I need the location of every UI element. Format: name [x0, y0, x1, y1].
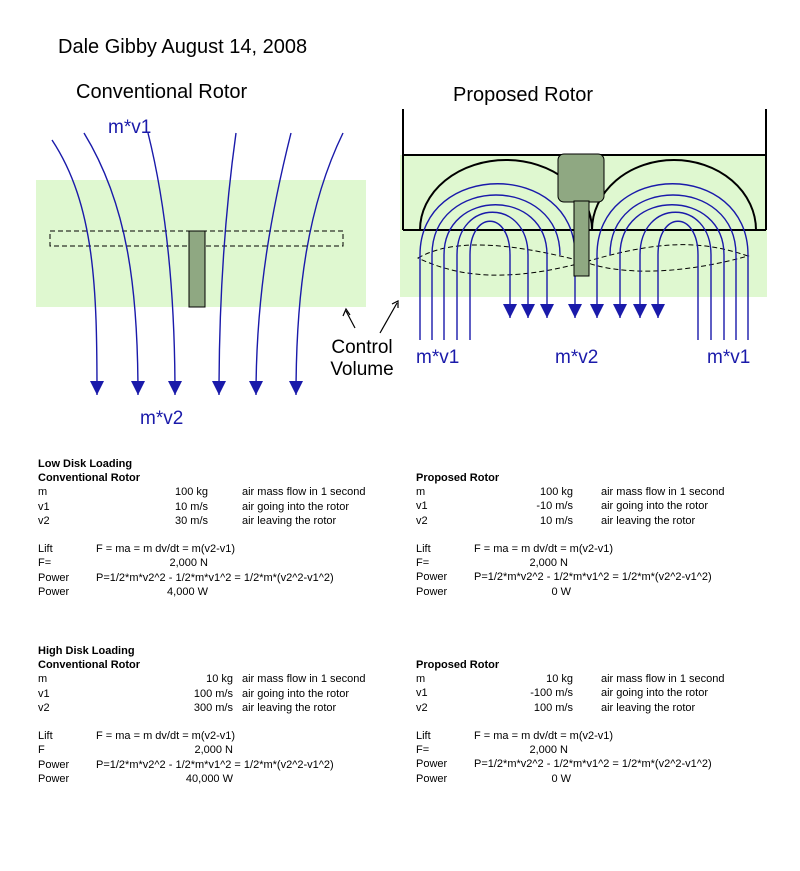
low-conv-heading: Conventional Rotor — [38, 472, 141, 485]
high-proposed-table — [416, 658, 776, 786]
power-label: Power — [38, 585, 70, 598]
table-row — [38, 687, 398, 701]
table-row — [416, 686, 776, 700]
table-row — [416, 743, 776, 757]
row-value: 300 m/s — [193, 701, 233, 714]
table-row — [416, 499, 776, 513]
table-row — [416, 729, 776, 743]
row-label: m — [416, 673, 426, 686]
prop-outflow-label: m*v2 — [555, 347, 599, 368]
force-label: F= — [416, 744, 430, 757]
power-label: Power — [38, 571, 70, 584]
table-row — [38, 485, 398, 499]
table-row — [38, 571, 398, 585]
lift-label: Lift — [416, 542, 431, 555]
row-desc: air going into the rotor — [601, 500, 709, 513]
row-value: 30 m/s — [174, 514, 208, 527]
row-label: v2 — [38, 514, 50, 527]
lift-formula: F = ma = m dv/dt = m(v2-v1) — [474, 729, 614, 742]
high-heading: High Disk Loading — [38, 645, 135, 657]
table-row — [38, 743, 398, 757]
power-label: Power — [416, 758, 448, 771]
row-label: v1 — [416, 687, 428, 700]
row-value: 10 m/s — [539, 514, 573, 527]
row-desc: air leaving the rotor — [601, 701, 696, 714]
row-desc: air mass flow in 1 second — [242, 673, 366, 686]
proposed-rotor-title: Proposed Rotor — [453, 84, 594, 106]
table-row — [38, 500, 398, 514]
power-formula: P=1/2*m*v2^2 - 1/2*m*v1^2 = 1/2*m*(v2^2-v1^2) — [474, 758, 712, 771]
power-label: Power — [416, 772, 448, 785]
force-label: F — [38, 744, 45, 757]
lift-label: Lift — [38, 730, 53, 743]
high-conventional-table — [38, 644, 398, 786]
table-row — [38, 556, 398, 570]
row-label: m — [38, 486, 48, 499]
proposed-hub — [558, 154, 604, 202]
conv-outflow-label: m*v2 — [140, 408, 184, 429]
row-desc: air going into the rotor — [601, 687, 709, 700]
table-row — [38, 514, 398, 528]
conventional-blade — [189, 231, 205, 307]
row-label: m — [38, 673, 48, 686]
row-label: v1 — [38, 687, 50, 700]
table-row — [38, 729, 398, 743]
table-row — [38, 542, 398, 556]
row-label: m — [416, 486, 426, 499]
table-row — [416, 570, 776, 584]
row-value: -10 m/s — [536, 500, 573, 513]
power-value: 0 W — [551, 772, 571, 785]
table-row — [416, 556, 776, 570]
low-conventional-table — [38, 457, 398, 599]
force-value: 2,000 N — [194, 744, 233, 757]
conv-inflow-label: m*v1 — [108, 117, 152, 138]
force-value: 2,000 N — [529, 557, 568, 570]
row-value: 10 m/s — [174, 500, 208, 513]
table-row — [416, 585, 776, 599]
table-row — [416, 772, 776, 786]
conventional-rotor-title: Conventional Rotor — [76, 81, 248, 103]
row-desc: air leaving the rotor — [242, 514, 337, 527]
lift-formula: F = ma = m dv/dt = m(v2-v1) — [96, 730, 236, 743]
low-proposed-table — [416, 471, 776, 599]
row-value: -100 m/s — [530, 687, 573, 700]
power-value: 40,000 W — [185, 772, 233, 785]
row-value: 100 kg — [539, 486, 573, 499]
prop-left-inflow-label: m*v1 — [416, 347, 460, 368]
power-label: Power — [416, 571, 448, 584]
high-prop-heading: Proposed Rotor — [416, 659, 500, 671]
row-value: 10 kg — [206, 673, 233, 686]
force-value: 2,000 N — [169, 557, 208, 570]
row-label: v1 — [416, 500, 428, 513]
power-formula: P=1/2*m*v2^2 - 1/2*m*v1^2 = 1/2*m*(v2^2-v1^2) — [96, 571, 334, 584]
power-label: Power — [416, 585, 448, 598]
control-volume-label — [324, 337, 400, 381]
power-formula: P=1/2*m*v2^2 - 1/2*m*v1^2 = 1/2*m*(v2^2-v1^2) — [474, 571, 712, 584]
power-value: 4,000 W — [167, 585, 208, 598]
row-value: 10 kg — [546, 673, 573, 686]
row-desc: air leaving the rotor — [601, 514, 696, 527]
table-row — [38, 585, 398, 599]
row-label: v2 — [416, 514, 428, 527]
prop-right-inflow-label: m*v1 — [707, 347, 751, 368]
author-date: Dale Gibby August 14, 2008 — [58, 36, 308, 58]
table-row — [416, 542, 776, 556]
table-row — [416, 672, 776, 686]
table-row — [38, 672, 398, 686]
row-desc: air mass flow in 1 second — [242, 486, 366, 499]
control-volume-line2: Volume — [330, 359, 394, 380]
force-label: F= — [38, 557, 52, 570]
row-label: v1 — [38, 500, 50, 513]
row-label: v2 — [416, 701, 428, 714]
lift-label: Lift — [416, 729, 431, 742]
power-formula: P=1/2*m*v2^2 - 1/2*m*v1^2 = 1/2*m*(v2^2-v1^2) — [96, 758, 334, 771]
row-desc: air mass flow in 1 second — [601, 486, 725, 499]
lift-formula: F = ma = m dv/dt = m(v2-v1) — [96, 543, 236, 556]
table-row — [416, 701, 776, 715]
power-label: Power — [38, 758, 70, 771]
row-desc: air going into the rotor — [242, 500, 350, 513]
row-label: v2 — [38, 701, 50, 714]
row-value: 100 m/s — [193, 687, 233, 700]
force-value: 2,000 N — [529, 744, 568, 757]
row-desc: air mass flow in 1 second — [601, 673, 725, 686]
low-prop-heading: Proposed Rotor — [416, 472, 500, 484]
row-desc: air leaving the rotor — [242, 701, 337, 714]
table-row — [38, 772, 398, 786]
power-value: 0 W — [551, 585, 571, 598]
power-label: Power — [38, 772, 70, 785]
lift-label: Lift — [38, 543, 53, 556]
lift-formula: F = ma = m dv/dt = m(v2-v1) — [474, 542, 614, 555]
table-row — [416, 514, 776, 528]
control-volume-line1: Control — [331, 337, 393, 358]
high-conv-heading: Conventional Rotor — [38, 659, 141, 672]
table-row — [38, 758, 398, 772]
low-heading: Low Disk Loading — [38, 458, 133, 470]
force-label: F= — [416, 557, 430, 570]
row-value: 100 kg — [174, 486, 208, 499]
table-row — [416, 485, 776, 499]
row-value: 100 m/s — [533, 701, 573, 714]
table-row — [38, 701, 398, 715]
proposed-shaft — [574, 201, 589, 276]
row-desc: air going into the rotor — [242, 687, 350, 700]
table-row — [416, 757, 776, 771]
